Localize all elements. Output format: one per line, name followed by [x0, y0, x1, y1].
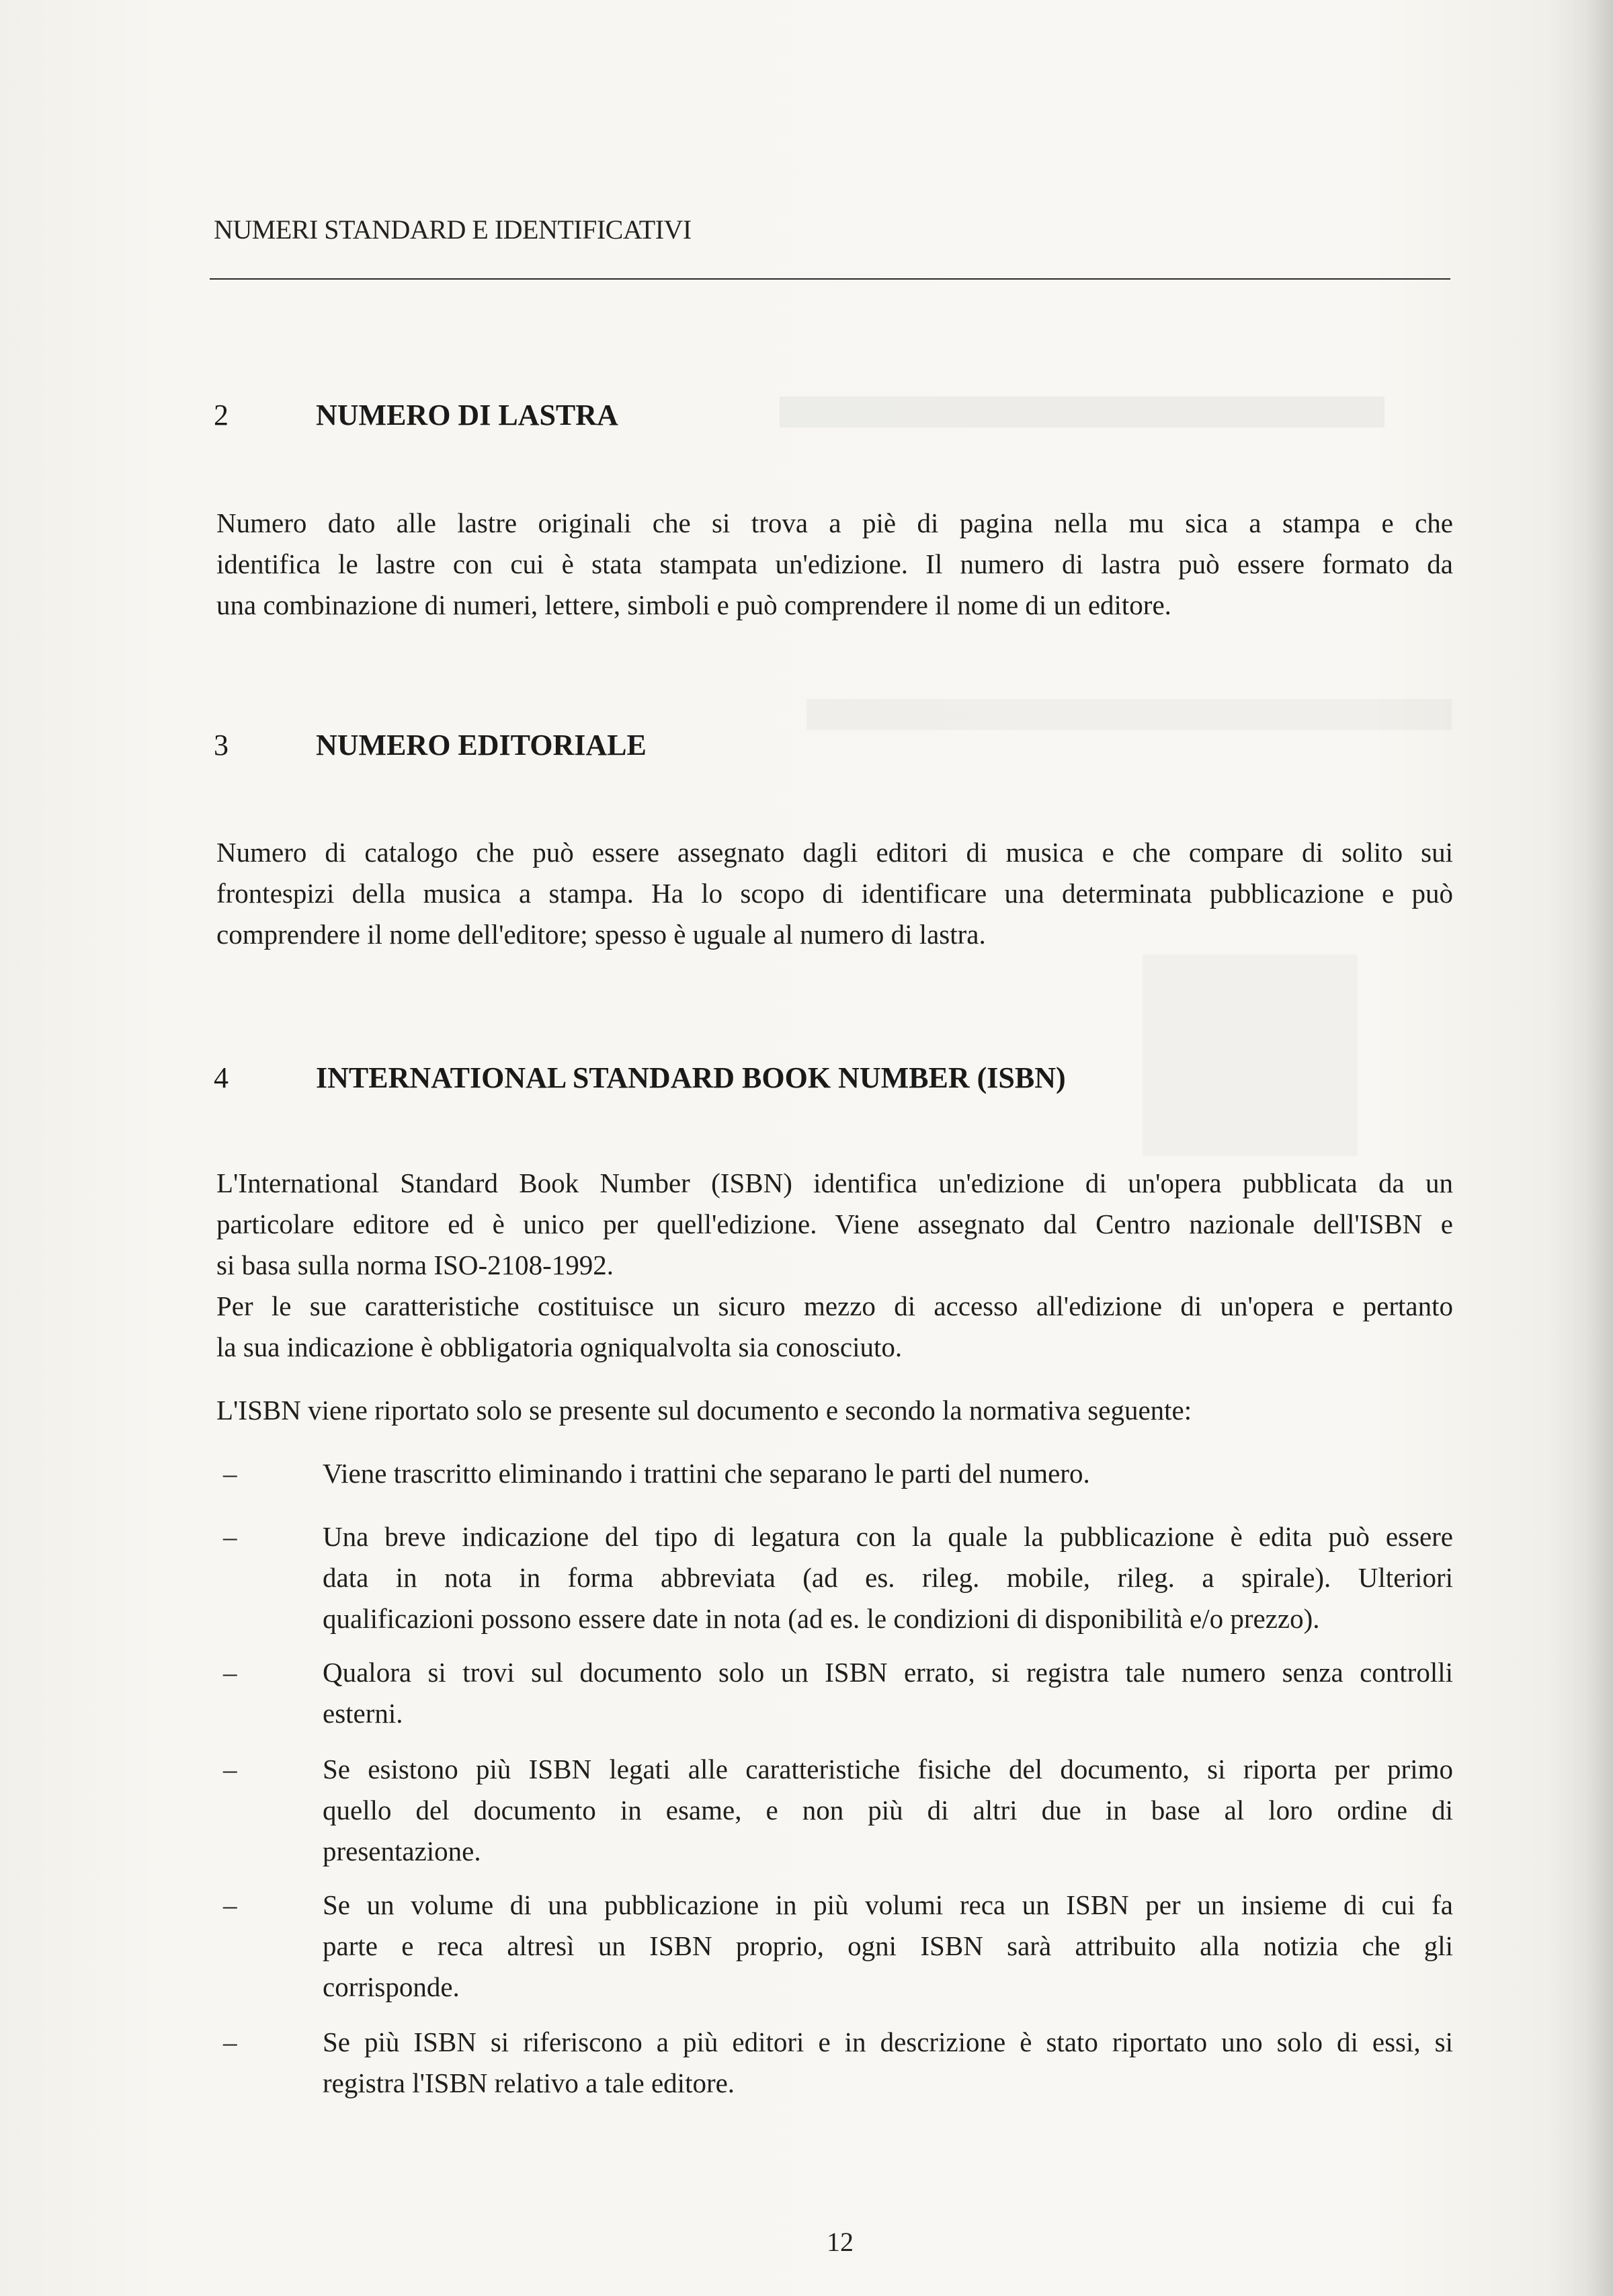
list-item: [216, 1453, 1453, 1494]
list-item-line: registra l'ISBN relativo a tale editore.: [323, 2067, 735, 2098]
paragraph-line: frontespizi della musica a stampa. Ha lo scopo di identificare una determinata pubblicazione e può: [216, 878, 1453, 909]
list-item-line: qualificazioni possono essere date in nota (ad es. le condizioni di disponibilità e/o prezzo).: [323, 1603, 1320, 1634]
paragraph-line: Numero dato alle lastre originali che si trova a piè di pagina nella mu sica a stampa e che: [216, 507, 1453, 538]
list-item-line: parte e reca altresì un ISBN proprio, ogni ISBN sarà attribuito alla notizia che gli: [323, 1930, 1453, 1961]
section-number: 2: [214, 399, 229, 432]
bleed-through-smudge: [1143, 954, 1358, 1156]
dash-bullet: –: [223, 2026, 237, 2057]
section-heading: [214, 1061, 1066, 1095]
section-paragraph: [216, 503, 1453, 626]
list-item: [216, 1516, 1453, 1639]
paragraph-line: identifica le lastre con cui è stata stampata un'edizione. Il numero di lastra può essere formato da: [216, 548, 1453, 579]
list-item: [216, 1652, 1453, 1734]
list-item-line: quello del documento in esame, e non più di altri due in base al loro ordine di: [323, 1795, 1453, 1826]
section-title: NUMERO EDITORIALE: [316, 729, 647, 762]
page-edge-shadow: [1586, 0, 1613, 2296]
paragraph-line: L'International Standard Book Number (ISBN) identifica un'edizione di un'opera pubblicata da un: [216, 1167, 1453, 1198]
dash-bullet: –: [223, 1458, 237, 1489]
list-item-line: corrisponde.: [323, 1971, 460, 2002]
paragraph-line: Numero di catalogo che può essere assegnato dagli editori di musica e che compare di solito sui: [216, 837, 1453, 868]
dash-bullet: –: [223, 1889, 237, 1920]
list-item: [216, 1885, 1453, 2008]
section-title: NUMERO DI LASTRA: [316, 399, 618, 432]
dash-bullet: –: [223, 1657, 237, 1688]
list-intro: [216, 1390, 1453, 1431]
list-item-line: Una breve indicazione del tipo di legatura con la quale la pubblicazione è edita può essere: [323, 1521, 1453, 1552]
list-item-line: data in nota in forma abbreviata (ad es. rileg. mobile, rileg. a spirale). Ulteriori: [323, 1562, 1453, 1593]
dash-bullet: –: [223, 1521, 237, 1552]
page-number: 12: [827, 2227, 854, 2257]
paragraph-line: si basa sulla norma ISO-2108-1992.: [216, 1249, 614, 1280]
list-item-line: Se esistono più ISBN legati alle caratteristiche fisiche del documento, si riporta per primo: [323, 1754, 1453, 1785]
section-heading: [214, 728, 647, 762]
paragraph-line: particolare editore ed è unico per quell'edizione. Viene assegnato dal Centro nazionale dell'ISBN e: [216, 1208, 1453, 1239]
list-item-line: Qualora si trovi sul documento solo un ISBN errato, si registra tale numero senza controlli: [323, 1657, 1453, 1688]
list-item-line: presentazione.: [323, 1836, 481, 1867]
list-item-line: esterni.: [323, 1698, 403, 1729]
section-heading: [214, 398, 618, 432]
dash-bullet: –: [223, 1754, 237, 1785]
paragraph-line: Per le sue caratteristiche costituisce un sicuro mezzo di accesso all'edizione di un'opera e pertanto: [216, 1290, 1453, 1321]
bleed-through-smudge: [780, 397, 1384, 427]
list-item-line: Se un volume di una pubblicazione in più volumi reca un ISBN per un insieme di cui fa: [323, 1889, 1453, 1920]
section-number: 3: [214, 729, 229, 762]
section-number: 4: [214, 1061, 229, 1094]
section-paragraph: [216, 832, 1453, 955]
section-title: INTERNATIONAL STANDARD BOOK NUMBER (ISBN): [316, 1061, 1066, 1094]
list-item: [216, 2022, 1453, 2104]
list-item: [216, 1749, 1453, 1872]
paragraph-line: comprendere il nome dell'editore; spesso è uguale al numero di lastra.: [216, 919, 986, 950]
paragraph-line: L'ISBN viene riportato solo se presente sul documento e secondo la normativa seguente:: [216, 1395, 1192, 1426]
list-item-line: Viene trascritto eliminando i trattini che separano le parti del numero.: [323, 1458, 1090, 1489]
paragraph-line: la sua indicazione è obbligatoria ogniqualvolta sia conosciuto.: [216, 1331, 903, 1362]
list-item-line: Se più ISBN si riferiscono a più editori e in descrizione è stato riportato uno solo di essi, si: [323, 2026, 1453, 2057]
section-paragraph: [216, 1163, 1453, 1368]
running-head: NUMERI STANDARD E IDENTIFICATIVI: [214, 214, 692, 245]
bleed-through-smudge: [806, 699, 1452, 730]
header-rule: [210, 278, 1450, 280]
paragraph-line: una combinazione di numeri, lettere, simboli e può comprendere il nome di un editore.: [216, 589, 1171, 620]
